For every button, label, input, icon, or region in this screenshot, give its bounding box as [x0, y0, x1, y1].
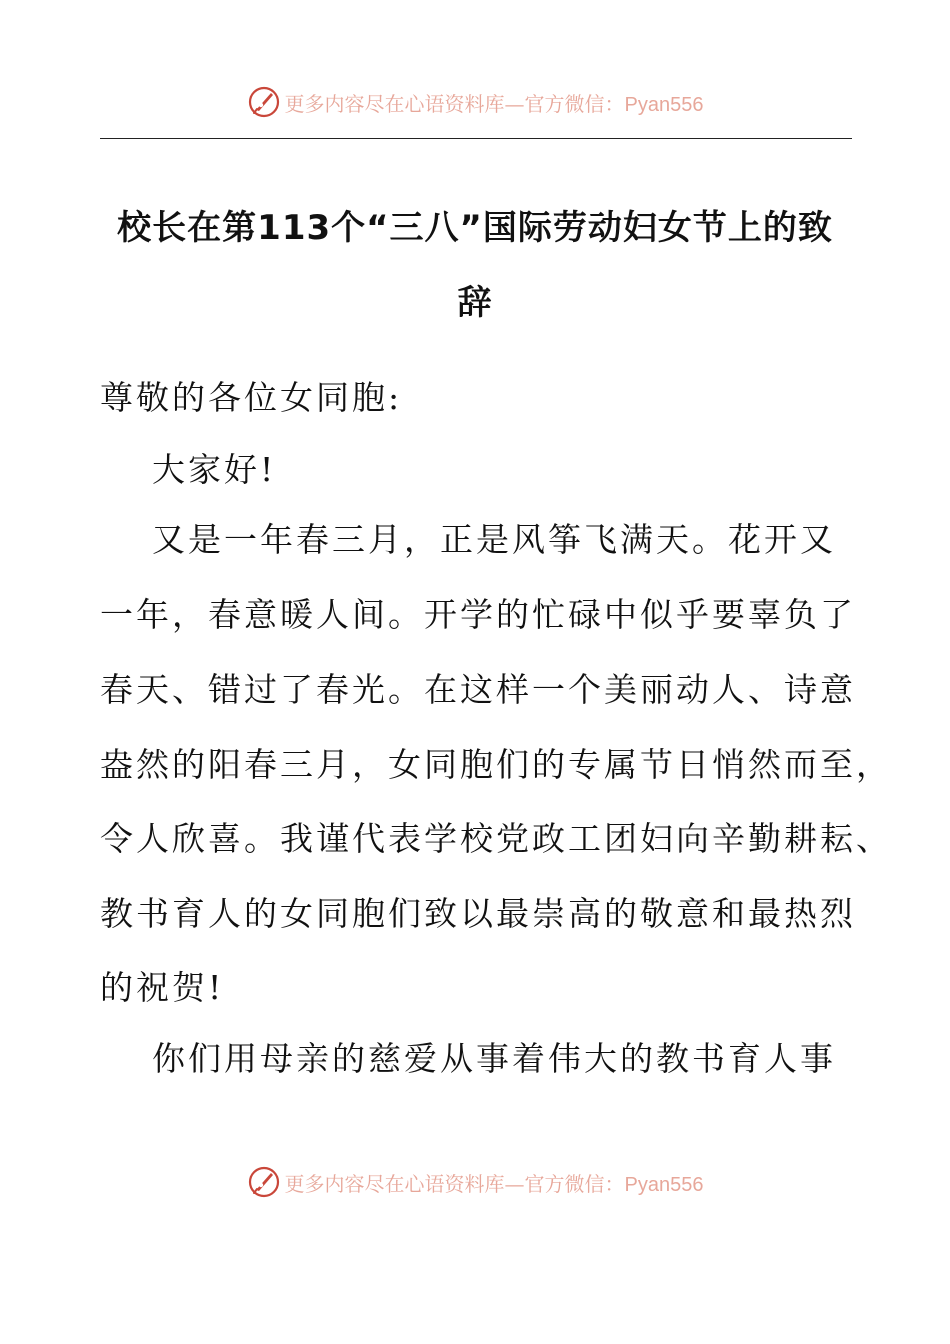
- body-line: 春天、错过了春光。在这样一个美丽动人、诗意: [100, 670, 856, 709]
- footer-watermark: [0, 1160, 950, 1204]
- body-line: 又是一年春三月，正是风筝飞满天。花开又: [152, 520, 836, 559]
- quill-pen-logo-icon: [247, 1165, 281, 1199]
- document-title-line2: 辞: [457, 283, 493, 323]
- body-line: 教书育人的女同胞们致以最崇高的敬意和最热烈: [100, 894, 856, 933]
- body-line: 的祝贺!: [100, 968, 225, 1007]
- body-line: 盎然的阳春三月，女同胞们的专属节日悄然而至，: [100, 745, 892, 784]
- body-line: 你们用母亲的慈爱从事着伟大的教书育人事: [152, 1039, 836, 1078]
- watermark-text: 更多内容尽在心语资料库—官方微信：Pyan556: [284, 91, 704, 116]
- watermark-text: 更多内容尽在心语资料库—官方微信：Pyan556: [284, 1171, 704, 1196]
- quill-pen-logo-icon: [247, 85, 281, 119]
- header-divider: [100, 138, 852, 139]
- watermark-wechat-id: Pyan556: [624, 93, 704, 116]
- greeting: 大家好!: [152, 450, 277, 489]
- body-line: 令人欣喜。我谨代表学校党政工团妇向辛勤耕耘、: [100, 819, 892, 858]
- salutation: 尊敬的各位女同胞:: [100, 378, 403, 417]
- document-title-line1: 校长在第113个“三八”国际劳动妇女节上的致: [117, 208, 833, 248]
- watermark-wechat-id: Pyan556: [624, 1173, 704, 1196]
- body-line: 一年，春意暖人间。开学的忙碌中似乎要辜负了: [100, 595, 856, 634]
- header-watermark: [0, 80, 950, 124]
